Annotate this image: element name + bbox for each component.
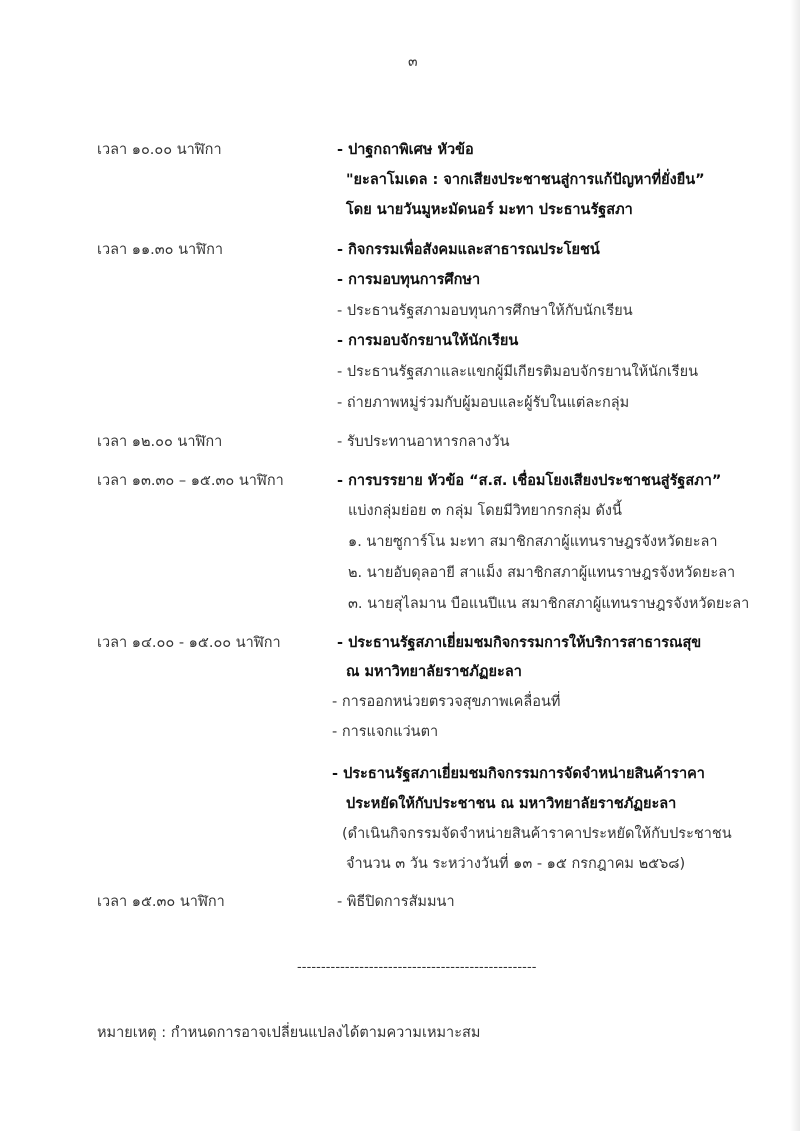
footnote: หมายเหตุ : กำหนดการอาจเปลี่ยนแปลงได้ตามความเหมาะสม bbox=[97, 1025, 481, 1041]
time-slot-5: เวลา ๑๔.๐๐ - ๑๕.๐๐ นาฬิกา bbox=[97, 635, 281, 651]
keynote-title: "ยะลาโมเดล : จากเสียงประชาชนสู่การแก้ปัญหาที่ยั่งยืน” bbox=[346, 172, 705, 188]
lecture-heading: - การบรรยาย หัวข้อ “ส.ส. เชื่อมโยงเสียงประชาชนสู่รัฐสภา” bbox=[337, 473, 722, 489]
health-visit-heading: - ประธานรัฐสภาเยี่ยมชมกิจกรรมการให้บริการสาธารณสุข bbox=[337, 635, 702, 651]
scholarship-item: - ประธานรัฐสภามอบทุนการศึกษาให้กับนักเรียน bbox=[337, 303, 633, 319]
health-visit-venue: ณ มหาวิทยาลัยราชภัฏยะลา bbox=[346, 664, 522, 680]
lecture-groups: แบ่งกลุ่มย่อย ๓ กลุ่ม โดยมีวิทยากรกลุ่ม ดังนี้ bbox=[348, 503, 622, 519]
bicycle-heading: - การมอบจักรยานให้นักเรียน bbox=[337, 333, 519, 349]
closing-item: - พิธีปิดการสัมมนา bbox=[337, 894, 455, 910]
lecturer-1: ๑. นายซูการ์โน มะทา สมาชิกสภาผู้แทนราษฎรจังหวัดยะลา bbox=[348, 534, 718, 550]
market-visit-venue: ประหยัดให้กับประชาชน ณ มหาวิทยาลัยราชภัฏยะลา bbox=[346, 796, 677, 812]
time-slot-4: เวลา ๑๓.๓๐ – ๑๕.๓๐ นาฬิกา bbox=[97, 473, 284, 489]
market-visit-dates: จำนวน ๓ วัน ระหว่างวันที่ ๑๓ - ๑๕ กรกฎาคม ๒๕๖๘) bbox=[346, 856, 686, 872]
lunch-item: - รับประทานอาหารกลางวัน bbox=[337, 434, 510, 450]
time-slot-6: เวลา ๑๕.๓๐ นาฬิกา bbox=[97, 894, 225, 910]
bicycle-item: - ประธานรัฐสภาและแขกผู้มีเกียรติมอบจักรยานให้นักเรียน bbox=[337, 364, 698, 380]
scholarship-heading: - การมอบทุนการศึกษา bbox=[337, 272, 481, 288]
divider-line: -------------------------------------------------- bbox=[297, 960, 537, 975]
time-slot-3: เวลา ๑๒.๐๐ นาฬิกา bbox=[97, 434, 223, 450]
keynote-speaker: โดย นายวันมูหะมัดนอร์ มะทา ประธานรัฐสภา bbox=[346, 202, 633, 218]
time-slot-1: เวลา ๑๐.๐๐ นาฬิกา bbox=[97, 142, 222, 158]
time-slot-2: เวลา ๑๑.๓๐ นาฬิกา bbox=[97, 242, 224, 258]
group-photo-item: - ถ่ายภาพหมู่ร่วมกับผู้มอบและผู้รับในแต่ละกลุ่ม bbox=[337, 395, 630, 411]
mobile-health-item: - การออกหน่วยตรวจสุขภาพเคลื่อนที่ bbox=[332, 694, 561, 710]
csr-heading: - กิจกรรมเพื่อสังคมและสาธารณประโยชน์ bbox=[337, 242, 600, 258]
market-visit-heading: - ประธานรัฐสภาเยี่ยมชมกิจกรรมการจัดจำหน่ายสินค้าราคา bbox=[332, 766, 705, 782]
market-visit-note: (ดำเนินกิจกรรมจัดจำหน่ายสินค้าราคาประหยัดให้กับประชาชน bbox=[342, 826, 732, 842]
page-number: ๓ bbox=[408, 54, 418, 70]
lecturer-2: ๒. นายอับดุลอายี สาแม็ง สมาชิกสภาผู้แทนราษฎรจังหวัดยะลา bbox=[348, 565, 736, 581]
page-edge-shadow bbox=[790, 0, 800, 1131]
lecturer-3: ๓. นายสุไลมาน บือแนปีแน สมาชิกสภาผู้แทนราษฎรจังหวัดยะลา bbox=[348, 596, 750, 612]
keynote-heading: - ปาฐกถาพิเศษ หัวข้อ bbox=[337, 142, 474, 158]
glasses-item: - การแจกแว่นตา bbox=[332, 724, 439, 740]
